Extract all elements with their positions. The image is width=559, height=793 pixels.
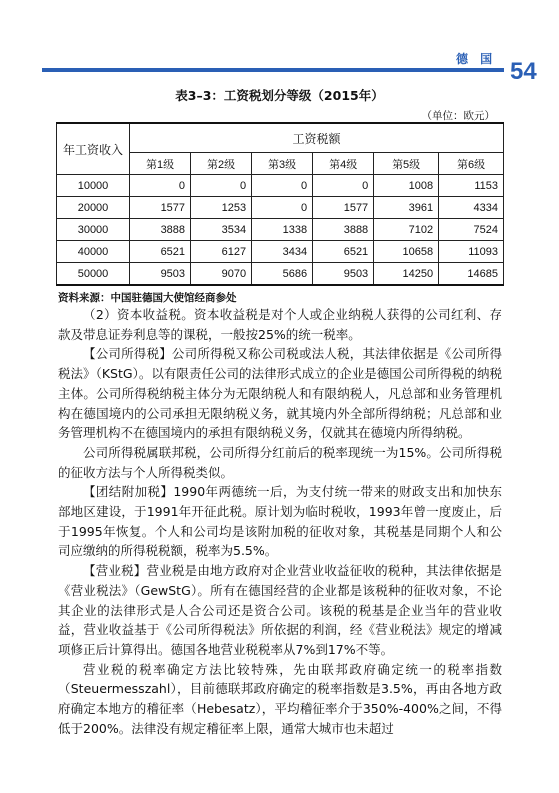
tax-cell: 4334 [439,197,504,219]
tax-cell: 9070 [191,263,252,286]
tax-table [56,122,504,286]
tax-cell: 1153 [439,175,504,197]
income-cell: 10000 [57,175,130,197]
level-header: 第1级 [130,153,191,175]
tax-cell: 14250 [374,263,439,286]
table-row [57,263,504,286]
col-group-header: 工资税额 [130,123,504,153]
header-country: 德 国 [456,52,497,66]
income-cell: 20000 [57,197,130,219]
tax-cell: 6521 [313,241,374,263]
level-header: 第5级 [374,153,439,175]
tax-cell: 3434 [252,241,313,263]
level-header: 第2级 [191,153,252,175]
tax-cell: 1577 [313,197,374,219]
tax-cell: 1008 [374,175,439,197]
income-cell: 50000 [57,263,130,286]
income-cell: 40000 [57,241,130,263]
tax-cell: 3888 [130,219,191,241]
tax-cell: 9503 [313,263,374,286]
table-row [57,241,504,263]
tax-cell: 0 [252,197,313,219]
tax-cell: 0 [130,175,191,197]
table-row [57,219,504,241]
table-source: 资料来源：中国驻德国大使馆经商参处 [58,292,237,304]
paragraph: 【营业税】营业税是由地方政府对企业营业收益征收的税种，其法律依据是《营业税法》（GewStG）。所有在德国经营的企业都是该税种的征收对象，不论其企业的法律形式是人合公司还是资合公司。该税的税基是企业当年的营业收益，营业收益基于《公司所得税法》所依据的利润，经《营业税法》规定的增减项修正后计算得出。德国各地营业税税率从7%到17%不等。 [58,563,502,657]
tax-cell: 0 [252,175,313,197]
tax-cell: 7524 [439,219,504,241]
table-title: 表3–3：工资税划分等级（2015年） [175,88,384,103]
tax-cell: 3534 [191,219,252,241]
tax-cell: 1577 [130,197,191,219]
tax-cell: 3888 [313,219,374,241]
tax-cell: 5686 [252,263,313,286]
header-rule [42,68,504,72]
table-unit: （单位：欧元） [421,110,495,122]
tax-cell: 0 [313,175,374,197]
level-header: 第4级 [313,153,374,175]
paragraph: 【团结附加税】1990年两德统一后，为支付统一带来的财政支出和加快东部地区建设，于1991年开征此税。原计划为临时税收，1993年曾一度废止，后于1995年恢复。个人和公司均是该附加税的征收对象，其税基是同期个人和公司应缴纳的所得税税额，税率为5.5%。 [58,484,502,559]
paragraph: 【公司所得税】公司所得税又称公司税或法人税，其法律依据是《公司所得税法》（KStG）。以有限责任公司的法律形式成立的企业是德国公司所得税的纳税主体。公司所得税纳税主体分为无限纳税人和有限纳税人，凡总部和业务管理机构在德国境内的公司承担无限纳税义务，就其境内外全部所得纳税；凡总部和业务管理机构不在德国境内的承担有限纳税义务，仅就其在德境内所得纳税。 [58,346,502,441]
table-row [57,175,504,197]
tax-cell: 14685 [439,263,504,286]
table-row [57,197,504,219]
tax-cell: 1338 [252,219,313,241]
tax-cell: 7102 [374,219,439,241]
tax-cell: 3961 [374,197,439,219]
tax-cell: 6521 [130,241,191,263]
page-number: 54 [510,58,537,85]
tax-cell: 0 [191,175,252,197]
tax-cell: 9503 [130,263,191,286]
paragraph: （2）资本收益税。资本收益税是对个人或企业纳税人获得的公司红利、存款及带息证券利息等的课税，一般按25%的统一税率。 [58,307,502,342]
tax-cell: 1253 [191,197,252,219]
level-header: 第6级 [439,153,504,175]
tax-cell: 6127 [191,241,252,263]
body-text [58,305,502,738]
tax-cell: 11093 [439,241,504,263]
paragraph: 营业税的税率确定方法比较特殊，先由联邦政府确定统一的税率指数（Steuermesszahl），目前德联邦政府确定的税率指数是3.5%，再由各地方政府确定本地方的稽征率（Hebesatz），平均稽征率介于350%-400%之间，不得低于200%。法律没有规定稽征率上限，通常大城市也未超过 [58,661,502,736]
row-header: 年工资收入 [57,123,130,175]
paragraph: 公司所得税属联邦税，公司所得分红前后的税率现统一为15%。公司所得税的征收方法与个人所得税类似。 [58,444,502,480]
tax-cell: 10658 [374,241,439,263]
level-header: 第3级 [252,153,313,175]
income-cell: 30000 [57,219,130,241]
